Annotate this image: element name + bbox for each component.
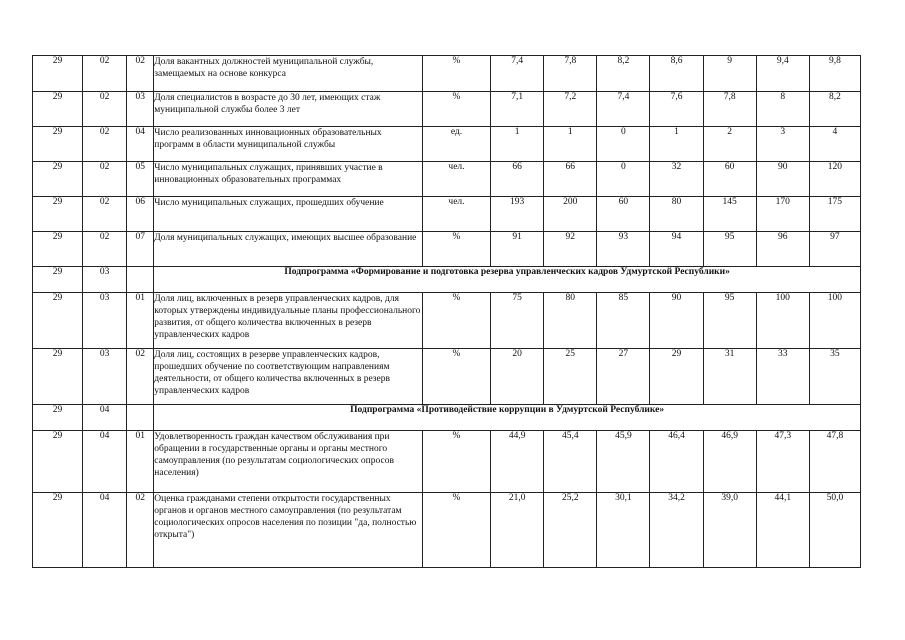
code-program-cell: 29 [33, 92, 83, 127]
value-cell: 44,9 [491, 431, 544, 493]
table-row [33, 232, 861, 267]
code-program-cell: 29 [33, 405, 83, 431]
code-subprogram-cell: 02 [83, 197, 127, 232]
value-cell: 44,1 [756, 493, 809, 568]
table-row [33, 431, 861, 493]
value-cell: 45,9 [597, 431, 650, 493]
value-cell: 8,2 [809, 92, 860, 127]
value-cell: 47,3 [756, 431, 809, 493]
indicator-description: Число муниципальных служащих, прошедших обучение [154, 197, 423, 232]
code-indicator-cell: 02 [127, 349, 154, 405]
table-row [33, 493, 861, 568]
table-row [33, 162, 861, 197]
value-cell: 7,6 [650, 92, 703, 127]
unit-cell: % [422, 232, 490, 267]
value-cell: 193 [491, 197, 544, 232]
unit-cell: % [422, 493, 490, 568]
code-indicator-cell [127, 267, 154, 293]
value-cell: 60 [703, 162, 756, 197]
value-cell: 20 [491, 349, 544, 405]
value-cell: 93 [597, 232, 650, 267]
code-subprogram-cell: 02 [83, 232, 127, 267]
code-indicator-cell: 04 [127, 127, 154, 162]
value-cell: 96 [756, 232, 809, 267]
table-row [33, 56, 861, 92]
value-cell: 0 [597, 127, 650, 162]
value-cell: 7,8 [544, 56, 597, 92]
unit-cell: % [422, 92, 490, 127]
code-program-cell: 29 [33, 293, 83, 349]
code-program-cell: 29 [33, 349, 83, 405]
subprogram-row [33, 267, 861, 293]
value-cell: 29 [650, 349, 703, 405]
unit-cell: % [422, 56, 490, 92]
table-row [33, 197, 861, 232]
code-subprogram-cell: 03 [83, 293, 127, 349]
value-cell: 4 [809, 127, 860, 162]
value-cell: 94 [650, 232, 703, 267]
unit-cell: % [422, 431, 490, 493]
code-indicator-cell: 05 [127, 162, 154, 197]
code-program-cell: 29 [33, 197, 83, 232]
value-cell: 8 [756, 92, 809, 127]
value-cell: 34,2 [650, 493, 703, 568]
value-cell: 66 [491, 162, 544, 197]
value-cell: 8,6 [650, 56, 703, 92]
unit-cell: % [422, 293, 490, 349]
code-program-cell: 29 [33, 267, 83, 293]
code-indicator-cell: 07 [127, 232, 154, 267]
value-cell: 35 [809, 349, 860, 405]
indicator-description: Число реализованных инновационных образовательных программ в области муниципальной службы [154, 127, 423, 162]
indicator-description: Доля специалистов в возрасте до 30 лет, имеющих стаж муниципальной службы более 3 лет [154, 92, 423, 127]
value-cell: 32 [650, 162, 703, 197]
code-indicator-cell: 02 [127, 493, 154, 568]
value-cell: 9,4 [756, 56, 809, 92]
table-row [33, 92, 861, 127]
table-row [33, 127, 861, 162]
value-cell: 47,8 [809, 431, 860, 493]
value-cell: 175 [809, 197, 860, 232]
value-cell: 170 [756, 197, 809, 232]
value-cell: 7,1 [491, 92, 544, 127]
value-cell: 46,9 [703, 431, 756, 493]
code-subprogram-cell: 02 [83, 56, 127, 92]
code-program-cell: 29 [33, 493, 83, 568]
unit-cell: % [422, 349, 490, 405]
unit-cell: чел. [422, 162, 490, 197]
indicator-description: Доля лиц, состоящих в резерве управленческих кадров, прошедших обучение по соответствующим направлениям деятельности, от общего количества включенных в резерв управленческих кадров [154, 349, 423, 405]
value-cell: 21,0 [491, 493, 544, 568]
value-cell: 97 [809, 232, 860, 267]
code-indicator-cell: 03 [127, 92, 154, 127]
code-subprogram-cell: 04 [83, 405, 127, 431]
value-cell: 9,8 [809, 56, 860, 92]
value-cell: 7,4 [491, 56, 544, 92]
value-cell: 45,4 [544, 431, 597, 493]
code-subprogram-cell: 03 [83, 349, 127, 405]
value-cell: 7,4 [597, 92, 650, 127]
value-cell: 31 [703, 349, 756, 405]
value-cell: 95 [703, 293, 756, 349]
value-cell: 120 [809, 162, 860, 197]
value-cell: 7,8 [703, 92, 756, 127]
code-subprogram-cell: 02 [83, 127, 127, 162]
code-subprogram-cell: 02 [83, 92, 127, 127]
value-cell: 46,4 [650, 431, 703, 493]
code-subprogram-cell: 03 [83, 267, 127, 293]
value-cell: 60 [597, 197, 650, 232]
value-cell: 8,2 [597, 56, 650, 92]
indicator-description: Доля муниципальных служащих, имеющих высшее образование [154, 232, 423, 267]
code-subprogram-cell: 04 [83, 431, 127, 493]
value-cell: 200 [544, 197, 597, 232]
value-cell: 25 [544, 349, 597, 405]
code-program-cell: 29 [33, 431, 83, 493]
value-cell: 66 [544, 162, 597, 197]
code-program-cell: 29 [33, 56, 83, 92]
code-indicator-cell: 01 [127, 293, 154, 349]
value-cell: 80 [544, 293, 597, 349]
value-cell: 1 [544, 127, 597, 162]
indicator-description: Доля лиц, включенных в резерв управленческих кадров, для которых утверждены индивидуальные планы профессионального развития, от общего количества включенных в резерв управленческих кадров [154, 293, 423, 349]
value-cell: 9 [703, 56, 756, 92]
value-cell: 50,0 [809, 493, 860, 568]
unit-cell: чел. [422, 197, 490, 232]
value-cell: 90 [756, 162, 809, 197]
value-cell: 2 [703, 127, 756, 162]
table-row [33, 293, 861, 349]
code-indicator-cell [127, 405, 154, 431]
code-subprogram-cell: 02 [83, 162, 127, 197]
code-indicator-cell: 01 [127, 431, 154, 493]
value-cell: 1 [650, 127, 703, 162]
value-cell: 80 [650, 197, 703, 232]
value-cell: 90 [650, 293, 703, 349]
value-cell: 100 [756, 293, 809, 349]
value-cell: 0 [597, 162, 650, 197]
code-indicator-cell: 06 [127, 197, 154, 232]
unit-cell: ед. [422, 127, 490, 162]
value-cell: 75 [491, 293, 544, 349]
indicator-description: Удовлетворенность граждан качеством обслуживания при обращении в государственные органы и органы местного самоуправления (по результатам социологических опросов населения) [154, 431, 423, 493]
indicator-description: Доля вакантных должностей муниципальной службы, замещаемых на основе конкурса [154, 56, 423, 92]
value-cell: 7,2 [544, 92, 597, 127]
value-cell: 33 [756, 349, 809, 405]
indicators-table [32, 55, 861, 568]
code-subprogram-cell: 04 [83, 493, 127, 568]
value-cell: 92 [544, 232, 597, 267]
code-program-cell: 29 [33, 232, 83, 267]
value-cell: 3 [756, 127, 809, 162]
value-cell: 25,2 [544, 493, 597, 568]
subprogram-title: Подпрограмма «Формирование и подготовка резерва управленческих кадров Удмуртской Республики» [154, 267, 861, 293]
value-cell: 95 [703, 232, 756, 267]
subprogram-title: Подпрограмма «Противодействие коррупции в Удмуртской Республике» [154, 405, 861, 431]
code-indicator-cell: 02 [127, 56, 154, 92]
value-cell: 145 [703, 197, 756, 232]
value-cell: 27 [597, 349, 650, 405]
code-program-cell: 29 [33, 127, 83, 162]
code-program-cell: 29 [33, 162, 83, 197]
value-cell: 1 [491, 127, 544, 162]
value-cell: 30,1 [597, 493, 650, 568]
value-cell: 100 [809, 293, 860, 349]
value-cell: 39,0 [703, 493, 756, 568]
value-cell: 85 [597, 293, 650, 349]
table-row [33, 349, 861, 405]
indicator-description: Оценка гражданами степени открытости государственных органов и органов местного самоуправления (по результатам социологических опросов населения по позиции "да, полностью открыта") [154, 493, 423, 568]
subprogram-row [33, 405, 861, 431]
indicator-description: Число муниципальных служащих, принявших участие в инновационных образовательных программах [154, 162, 423, 197]
value-cell: 91 [491, 232, 544, 267]
